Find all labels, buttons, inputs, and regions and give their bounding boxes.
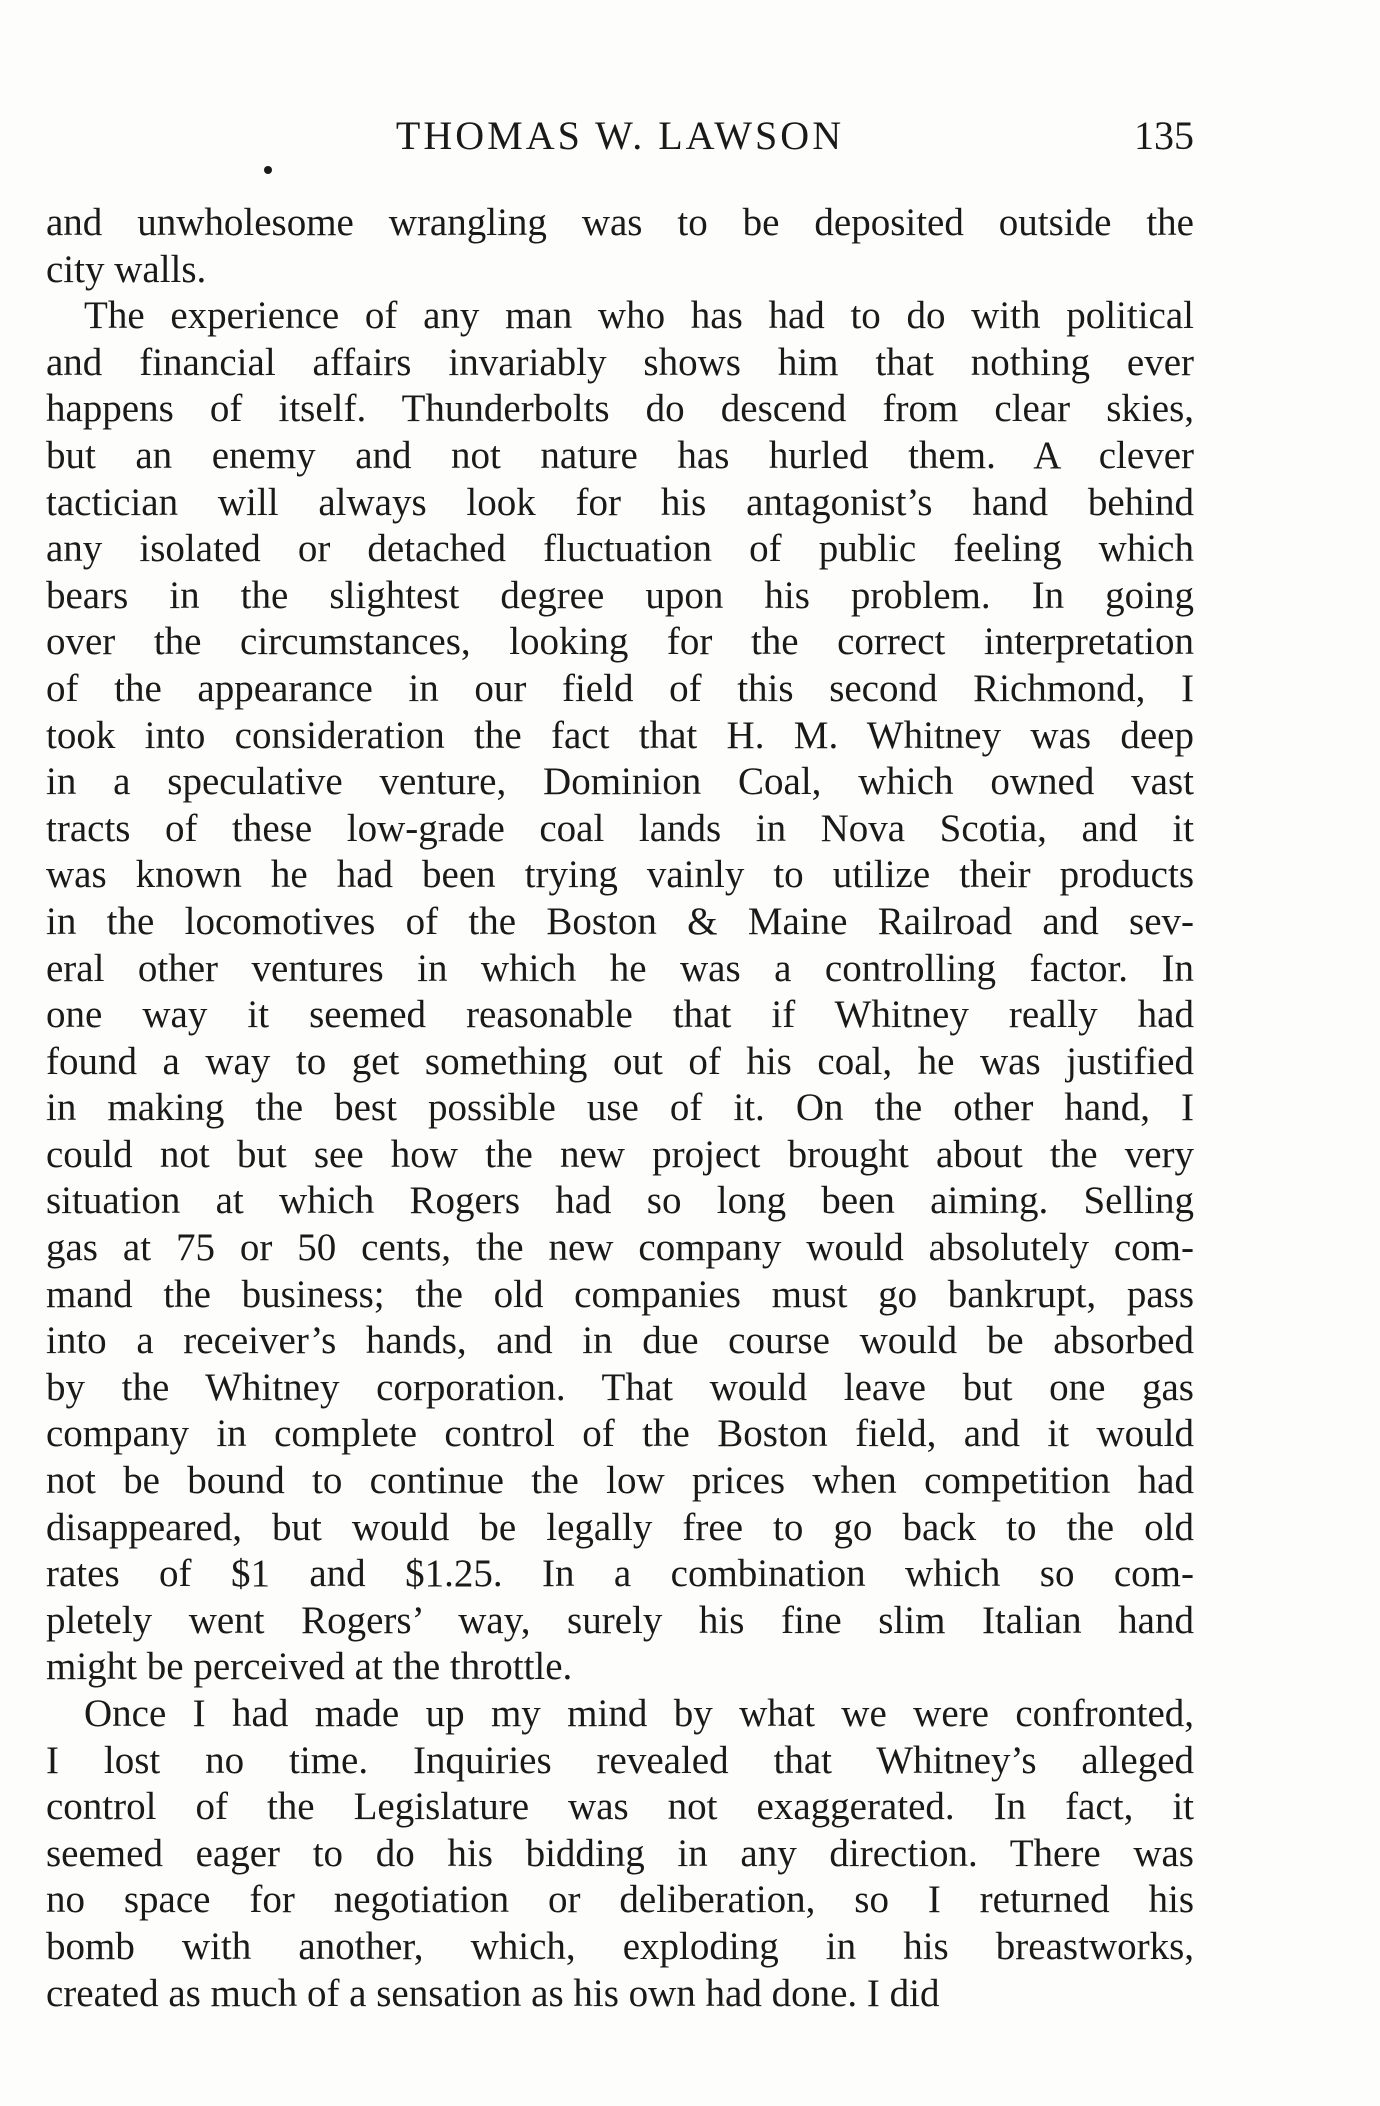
text-line: situation at which Rogers had so long been aiming. Selling (46, 1179, 1194, 1223)
paragraph (46, 293, 1194, 1691)
text-line: rates of $1 and $1.25. In a combination which so com- (46, 1552, 1194, 1596)
text-line: bomb with another, which, exploding in his breastworks, (46, 1924, 1194, 1968)
text-line: over the circumstances, looking for the correct interpretation (46, 620, 1194, 664)
text-line: in the locomotives of the Boston & Maine Railroad and sev- (46, 899, 1194, 943)
text-line: bears in the slightest degree upon his problem. In going (46, 573, 1194, 617)
text-line: into a receiver’s hands, and in due course would be absorbed (46, 1319, 1194, 1363)
text-line: control of the Legislature was not exaggerated. In fact, it (46, 1785, 1194, 1829)
text-line: gas at 75 or 50 cents, the new company would absolutely com- (46, 1226, 1194, 1270)
running-title: THOMAS W. LAWSON (395, 113, 845, 158)
text-line: happens of itself. Thunderbolts do descend from clear skies, (46, 387, 1194, 431)
text-line: not be bound to continue the low prices when competition had (46, 1459, 1194, 1503)
text-line: Once I had made up my mind by what we were confronted, (84, 1692, 1194, 1735)
text-line: mand the business; the old companies must go bankrupt, pass (46, 1272, 1194, 1316)
text-line: seemed eager to do his bidding in any direction. There was (46, 1831, 1194, 1875)
text-line: tracts of these low-grade coal lands in Nova Scotia, and it (46, 806, 1194, 850)
paragraph (46, 200, 1194, 293)
text-line: but an enemy and not nature has hurled them. A clever (46, 433, 1194, 477)
text-line: I lost no time. Inquiries revealed that Whitney’s alleged (46, 1738, 1194, 1782)
body-text (46, 200, 1194, 2017)
text-line: in making the best possible use of it. On the other hand, I (46, 1086, 1194, 1130)
text-line: might be perceived at the throttle. (46, 1645, 573, 1689)
ink-dot (264, 166, 272, 174)
running-head (46, 112, 1194, 162)
text-line: and unwholesome wrangling was to be deposited outside the (46, 201, 1194, 244)
text-line: took into consideration the fact that H. M. Whitney was deep (46, 713, 1194, 757)
text-line: disappeared, but would be legally free to go back to the old (46, 1505, 1194, 1549)
text-line: one way it seemed reasonable that if Whitney really had (46, 993, 1194, 1037)
text-line: created as much of a sensation as his own had done. I did (46, 1971, 940, 2015)
text-line: pletely went Rogers’ way, surely his fine slim Italian hand (46, 1598, 1194, 1642)
text-line: tactician will always look for his antagonist’s hand behind (46, 480, 1194, 524)
text-line: city walls. (46, 247, 207, 291)
page-number: 135 (1134, 113, 1194, 158)
text-line: company in complete control of the Boston field, and it would (46, 1412, 1194, 1456)
text-line: in a speculative venture, Dominion Coal, which owned vast (46, 760, 1194, 804)
text-line: by the Whitney corporation. That would leave but one gas (46, 1365, 1194, 1409)
text-line: and financial affairs invariably shows him that nothing ever (46, 340, 1194, 384)
text-line: of the appearance in our field of this second Richmond, I (46, 666, 1194, 710)
text-line: could not but see how the new project brought about the very (46, 1132, 1194, 1176)
text-line: The experience of any man who has had to do with political (84, 294, 1194, 338)
text-line: any isolated or detached fluctuation of public feeling which (46, 527, 1194, 571)
paragraph (46, 1691, 1194, 2017)
text-line: was known he had been trying vainly to utilize their products (46, 853, 1194, 897)
text-line: found a way to get something out of his coal, he was justified (46, 1039, 1194, 1083)
text-line: no space for negotiation or deliberation, so I returned his (46, 1878, 1194, 1922)
text-line: eral other ventures in which he was a controlling factor. In (46, 946, 1194, 990)
